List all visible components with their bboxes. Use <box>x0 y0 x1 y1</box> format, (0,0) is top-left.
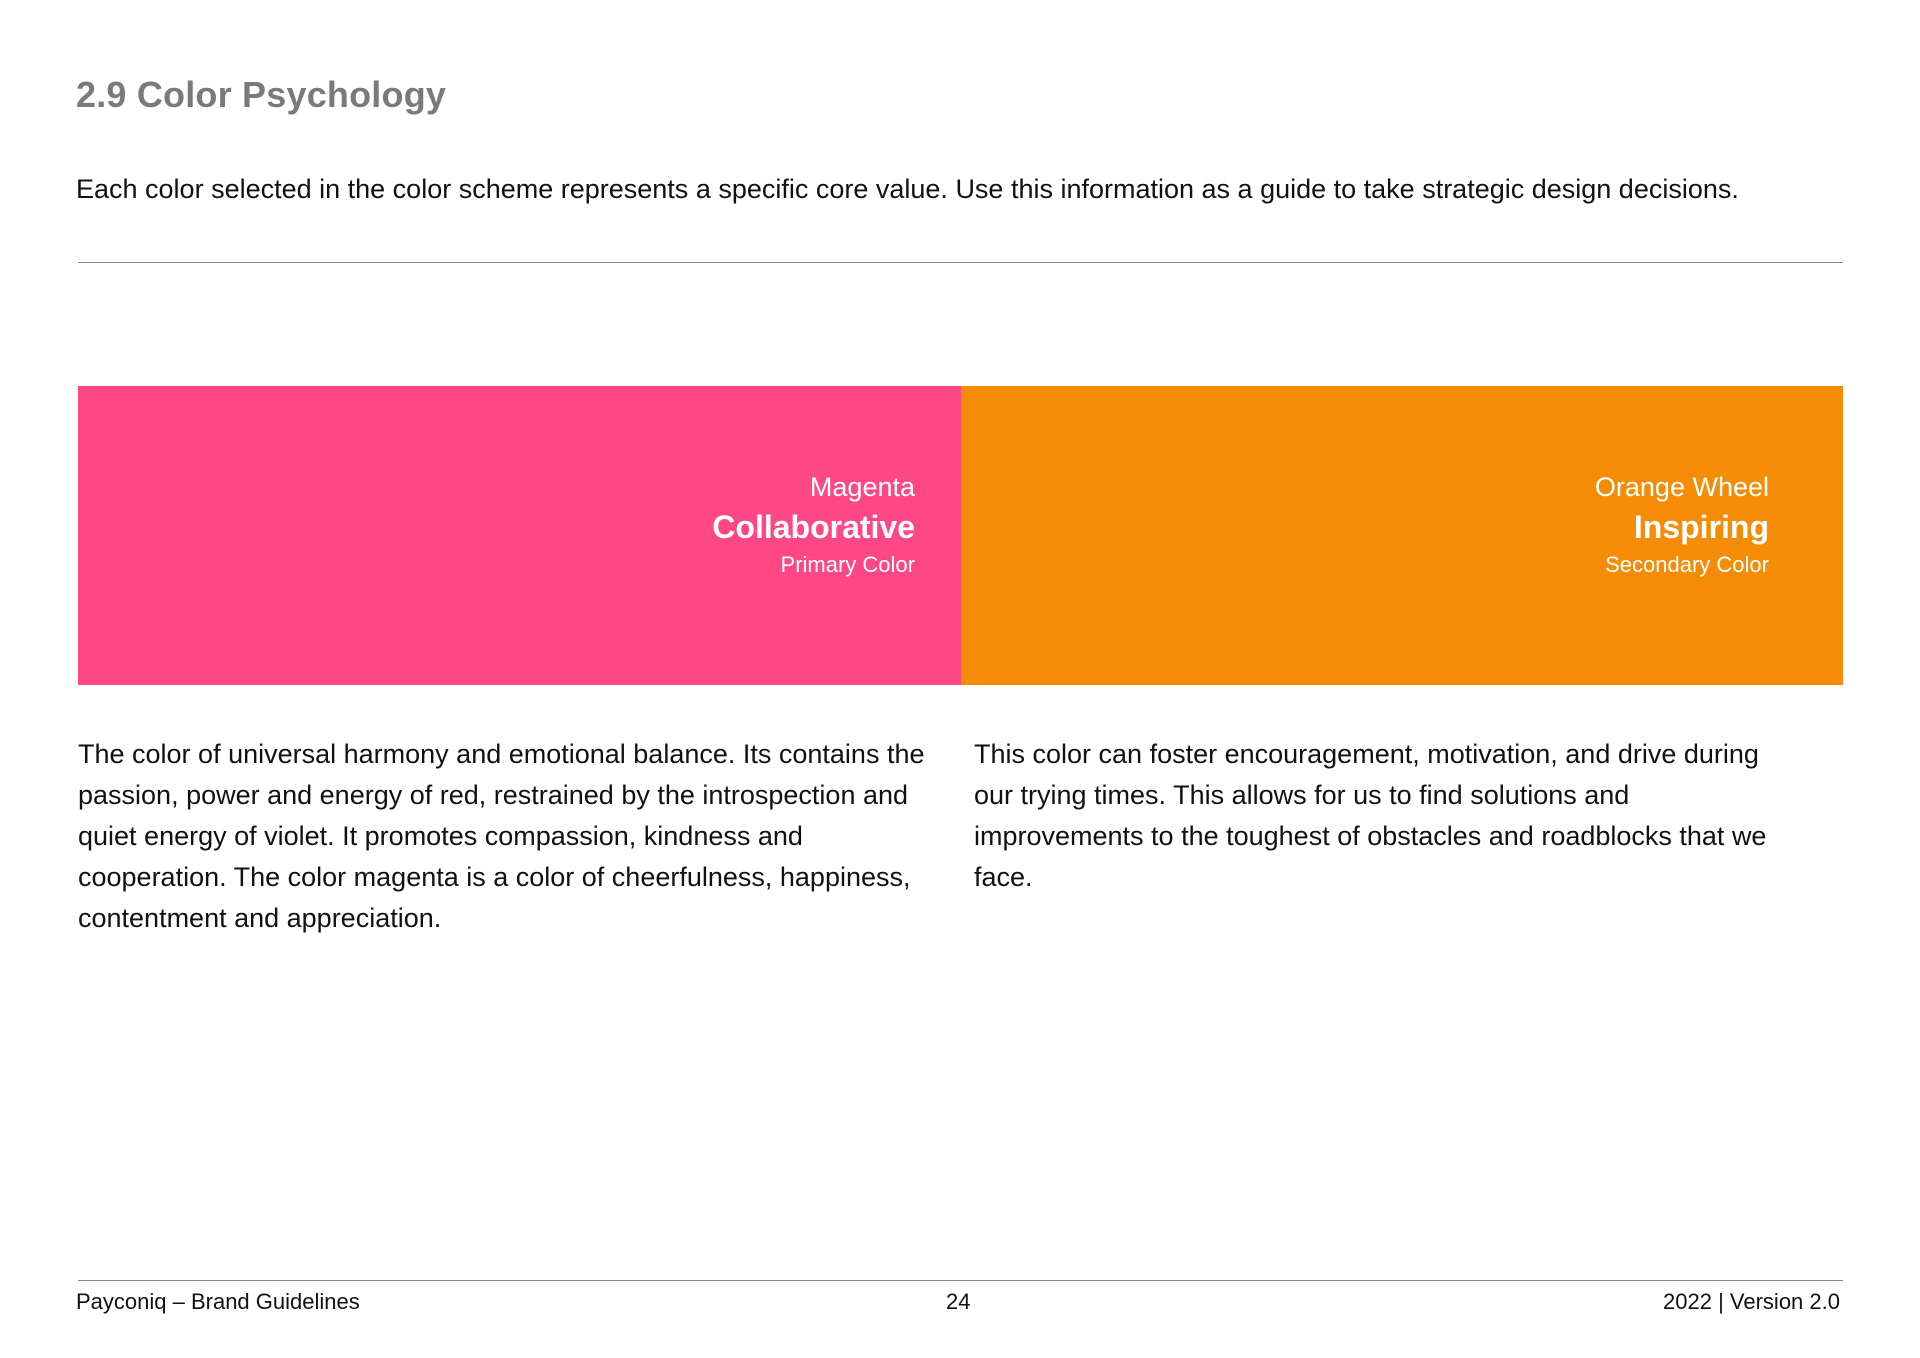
top-divider <box>78 262 1843 263</box>
orange-wheel-swatch <box>961 386 1843 685</box>
orange-wheel-swatch-labels <box>1595 470 1769 580</box>
magenta-swatch-labels <box>712 470 915 580</box>
orange-wheel-core-value: Inspiring <box>1633 509 1769 545</box>
page-title: 2.9 Color Psychology <box>76 74 447 115</box>
orange-wheel-color-name: Orange Wheel <box>1594 472 1769 502</box>
footer-divider <box>78 1280 1843 1281</box>
magenta-swatch <box>78 386 961 685</box>
magenta-color-role: Primary Color <box>780 552 915 577</box>
orange-wheel-color-role: Secondary Color <box>1605 552 1769 577</box>
magenta-description: The color of universal harmony and emotional balance. Its contains the passion, power and energy of red, restrained by the introspection and quiet energy of violet. It promotes compassion, kindness and cooperation. The color magenta is a color of cheerfulness, happiness, contentment and appreciation. <box>78 739 925 933</box>
orange-wheel-description: This color can foster encouragement, motivation, and drive during our trying times. This allows for us to find solutions and improvements to the toughest of obstacles and roadblocks that we face. <box>974 739 1767 892</box>
intro-text: Each color selected in the color scheme represents a specific core value. Use this information as a guide to take strategic design decisions. <box>76 174 1739 204</box>
footer-version: 2022 | Version 2.0 <box>1663 1289 1840 1314</box>
magenta-core-value: Collaborative <box>712 509 915 545</box>
footer-document-title: Payconiq – Brand Guidelines <box>76 1289 360 1314</box>
magenta-color-name: Magenta <box>809 472 915 502</box>
footer-page-number: 24 <box>946 1289 971 1314</box>
